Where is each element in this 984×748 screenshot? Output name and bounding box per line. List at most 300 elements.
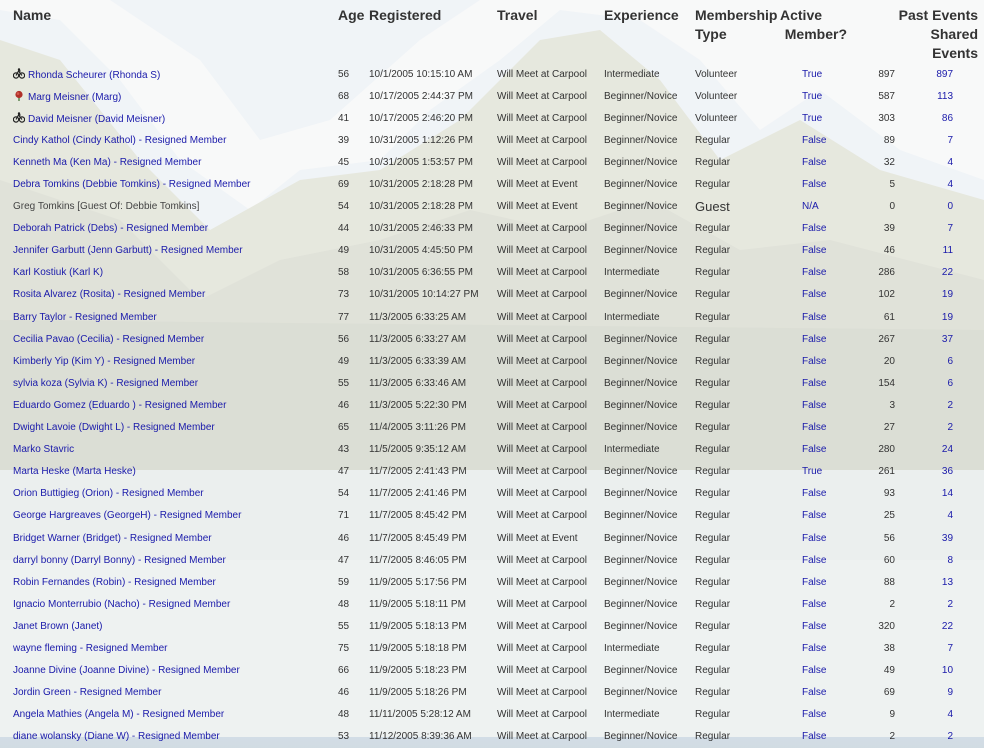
membership-type-value: Regular [695, 554, 731, 566]
active-member-cell [781, 173, 847, 195]
shared-events-cell [895, 372, 984, 394]
experience-cell: Beginner/Novice [604, 333, 678, 345]
experience-cell: Beginner/Novice [604, 245, 678, 257]
membership-type-value: Regular [695, 709, 731, 721]
table-row [0, 483, 984, 505]
participant-link[interactable]: Marko Stavric [13, 444, 75, 456]
past-events-cell: 9 [889, 709, 895, 721]
membership-type-value: Regular [695, 488, 731, 500]
membership-type-value: Regular [695, 134, 731, 146]
membership-type-cell [695, 571, 781, 593]
registered-cell: 11/4/2005 3:11:26 PM [369, 422, 466, 434]
travel-cell: Will Meet at Carpool [497, 466, 588, 478]
active-member-link[interactable]: False [802, 687, 827, 699]
age-cell: 49 [338, 355, 350, 367]
shared-events-link[interactable]: 19 [941, 311, 954, 323]
active-member-cell [781, 129, 847, 151]
membership-type-cell [695, 196, 781, 218]
experience-cell: Beginner/Novice [604, 112, 678, 124]
age-cell: 49 [338, 245, 350, 257]
membership-type-value: Regular [695, 665, 731, 677]
active-member-link[interactable]: False [802, 532, 827, 544]
active-member-cell [781, 593, 847, 615]
active-member-link[interactable]: False [802, 576, 827, 588]
participant-link[interactable]: Deborah Patrick (Debs) - Resigned Member [13, 223, 209, 235]
age-cell: 69 [338, 179, 350, 191]
membership-type-value: Regular [695, 289, 731, 301]
shared-events-link[interactable]: 22 [941, 620, 954, 632]
active-member-cell [781, 63, 847, 85]
table-row [0, 262, 984, 284]
table-row [0, 637, 984, 659]
past-events-cell: 2 [889, 731, 895, 743]
shared-events-link[interactable]: 11 [942, 245, 954, 257]
registered-cell: 11/9/2005 5:17:56 PM [369, 576, 467, 588]
membership-type-value: Regular [695, 731, 731, 743]
age-cell: 55 [338, 620, 350, 632]
participant-link[interactable]: Marg Meisner (Marg) [28, 91, 122, 103]
active-member-cell [781, 549, 847, 571]
participant-name [0, 350, 338, 372]
experience-cell: Intermediate [604, 267, 660, 279]
registered-cell: 11/11/2005 5:28:12 AM [369, 709, 471, 721]
participant-name [0, 262, 338, 284]
past-events-cell: 20 [883, 355, 895, 367]
active-member-link[interactable]: False [802, 399, 827, 411]
participant-link[interactable]: Ignacio Monterrubio (Nacho) - Resigned Member [13, 598, 231, 610]
participant-link[interactable]: Eduardo Gomez (Eduardo ) - Resigned Member [13, 399, 227, 411]
registered-cell: 11/9/2005 5:18:18 PM [369, 642, 467, 654]
shared-events-link[interactable]: 9 [947, 687, 954, 699]
participant-link[interactable]: Janet Brown (Janet) [13, 620, 103, 632]
experience-cell: Beginner/Novice [604, 201, 678, 213]
shared-events-cell [895, 439, 984, 461]
experience-cell: Beginner/Novice [604, 554, 678, 566]
participant-link[interactable]: Orion Buttigieg (Orion) - Resigned Member [13, 488, 204, 500]
bicycle-icon [13, 112, 25, 123]
active-member-link[interactable]: False [802, 554, 827, 566]
active-member-link[interactable]: True [802, 90, 823, 102]
header-events [847, 0, 984, 63]
active-member-cell [781, 704, 847, 726]
participant-link[interactable]: Robin Fernandes (Robin) - Resigned Member [13, 576, 216, 588]
membership-type-value: Regular [695, 355, 731, 367]
header-shared-events-line1: Shared [930, 26, 979, 42]
shared-events-cell [895, 417, 984, 439]
age-cell: 46 [338, 687, 350, 699]
membership-type-value: Regular [695, 422, 731, 434]
participant-name [0, 85, 338, 107]
active-member-cell [781, 350, 847, 372]
travel-cell: Will Meet at Carpool [497, 399, 588, 411]
participant-link[interactable]: Cindy Kathol (Cindy Kathol) - Resigned Member [13, 134, 227, 146]
active-member-cell [781, 571, 847, 593]
membership-type-value: Regular [695, 444, 731, 456]
header-experience: Experience [604, 7, 679, 23]
registered-cell: 11/9/2005 5:18:11 PM [369, 598, 466, 610]
membership-type-cell [695, 461, 781, 483]
membership-type-value: Regular [695, 532, 731, 544]
table-row [0, 417, 984, 439]
past-events-cell: 587 [878, 90, 895, 102]
participant-link[interactable]: Cecilia Pavao (Cecilia) - Resigned Member [13, 333, 205, 345]
past-events-cell: 39 [883, 223, 895, 235]
membership-type-cell [695, 505, 781, 527]
participant-link[interactable]: Kenneth Ma (Ken Ma) - Resigned Member [13, 156, 202, 168]
shared-events-link[interactable]: 897 [936, 68, 954, 80]
header-shared-events-line2: Events [932, 45, 979, 61]
shared-events-cell [895, 527, 984, 549]
shared-events-link[interactable]: 2 [947, 422, 954, 434]
participant-link[interactable]: Marta Heske (Marta Heske) [13, 466, 136, 478]
participant-link[interactable]: Karl Kostiuk (Karl K) [13, 267, 104, 279]
membership-type-cell [695, 394, 781, 416]
participant-name [0, 682, 338, 704]
registered-cell: 11/9/2005 5:18:23 PM [369, 665, 467, 677]
travel-cell: Will Meet at Carpool [497, 709, 588, 721]
active-member-link[interactable]: True [802, 68, 823, 80]
membership-type-cell [695, 615, 781, 637]
membership-type-cell [695, 129, 781, 151]
rose-icon [13, 90, 25, 101]
participant-name [0, 196, 338, 218]
active-member-cell [781, 527, 847, 549]
bicycle-icon [13, 68, 25, 79]
header-membership-type-line2: Type [695, 26, 727, 42]
age-cell: 56 [338, 333, 350, 345]
registered-cell: 11/7/2005 8:46:05 PM [369, 554, 467, 566]
shared-events-link[interactable]: 4 [947, 156, 954, 168]
active-member-link[interactable]: False [802, 731, 827, 743]
table-row [0, 439, 984, 461]
active-member-link[interactable]: False [802, 642, 827, 654]
membership-type-cell [695, 63, 781, 85]
participant-name [0, 483, 338, 505]
table-row [0, 240, 984, 262]
membership-type-cell [695, 240, 781, 262]
shared-events-link[interactable]: 4 [947, 709, 954, 721]
shared-events-link[interactable]: 6 [947, 377, 954, 389]
participant-name [0, 527, 338, 549]
active-member-cell [781, 151, 847, 173]
shared-events-link[interactable]: 24 [941, 444, 954, 456]
active-member-cell [781, 372, 847, 394]
active-member-cell [781, 682, 847, 704]
shared-events-link[interactable]: 8 [947, 554, 954, 566]
active-member-link[interactable]: False [802, 289, 827, 301]
shared-events-link[interactable]: 4 [947, 179, 954, 191]
shared-events-link[interactable]: 86 [941, 112, 954, 124]
travel-cell: Will Meet at Carpool [497, 488, 588, 500]
participant-link[interactable]: darryl bonny (Darryl Bonny) - Resigned Member [13, 554, 226, 566]
shared-events-cell [895, 350, 984, 372]
past-events-cell: 46 [883, 245, 895, 257]
participant-link[interactable]: sylvia koza (Sylvia K) - Resigned Member [13, 377, 199, 389]
participant-link[interactable]: Dwight Lavoie (Dwight L) - Resigned Member [13, 422, 215, 434]
shared-events-cell [895, 571, 984, 593]
age-cell: 43 [338, 444, 350, 456]
travel-cell: Will Meet at Carpool [497, 223, 588, 235]
membership-type-cell [695, 637, 781, 659]
registered-cell: 10/17/2005 2:46:20 PM [369, 112, 473, 124]
experience-cell: Beginner/Novice [604, 598, 678, 610]
active-member-cell [781, 439, 847, 461]
header-membership-type-line1: Membership [695, 7, 778, 23]
active-member-link[interactable]: False [802, 333, 827, 345]
table-row [0, 151, 984, 173]
registered-cell: 10/17/2005 2:44:37 PM [369, 90, 473, 102]
participant-link[interactable]: Kimberly Yip (Kim Y) - Resigned Member [13, 355, 196, 367]
age-cell: 75 [338, 642, 350, 654]
past-events-cell: 286 [878, 267, 895, 279]
active-member-cell [781, 505, 847, 527]
registered-cell: 11/3/2005 5:22:30 PM [369, 399, 467, 411]
registered-cell: 10/31/2005 2:46:33 PM [369, 223, 473, 235]
registered-cell: 11/9/2005 5:18:26 PM [369, 687, 467, 699]
participant-name [0, 571, 338, 593]
shared-events-cell [895, 196, 984, 218]
past-events-cell: 3 [889, 399, 895, 411]
shared-events-cell [895, 505, 984, 527]
shared-events-link[interactable]: 7 [947, 223, 954, 235]
membership-type-cell [695, 151, 781, 173]
participant-name [0, 593, 338, 615]
travel-cell: Will Meet at Carpool [497, 422, 588, 434]
active-member-link[interactable]: False [802, 377, 827, 389]
membership-type-value: Regular [695, 620, 731, 632]
participant-link[interactable]: Debra Tomkins (Debbie Tomkins) - Resigned Member [13, 179, 251, 191]
participant-name [0, 306, 338, 328]
active-member-link[interactable]: N/A [802, 201, 819, 213]
active-member-link[interactable]: False [802, 311, 827, 323]
shared-events-link[interactable]: 39 [941, 532, 954, 544]
participant-link[interactable]: David Meisner (David Meisner) [28, 113, 166, 125]
past-events-cell: 2 [889, 598, 895, 610]
active-member-cell [781, 483, 847, 505]
membership-type-value: Volunteer [695, 68, 738, 80]
registered-cell: 10/31/2005 4:45:50 PM [369, 245, 473, 257]
shared-events-link[interactable]: 7 [947, 642, 954, 654]
table-row [0, 196, 984, 218]
membership-type-cell [695, 306, 781, 328]
experience-cell: Beginner/Novice [604, 179, 678, 191]
shared-events-link[interactable]: 36 [941, 466, 954, 478]
registered-cell: 10/31/2005 2:18:28 PM [369, 179, 473, 191]
age-cell: 55 [338, 377, 350, 389]
shared-events-link[interactable]: 19 [941, 289, 954, 301]
experience-cell: Beginner/Novice [604, 488, 678, 500]
active-member-link[interactable]: False [802, 510, 827, 522]
experience-cell: Beginner/Novice [604, 399, 678, 411]
travel-cell: Will Meet at Carpool [497, 112, 588, 124]
participant-name [0, 505, 338, 527]
shared-events-cell [895, 173, 984, 195]
past-events-cell: 5 [889, 179, 895, 191]
membership-type-cell [695, 549, 781, 571]
experience-cell: Beginner/Novice [604, 422, 678, 434]
experience-cell: Beginner/Novice [604, 466, 678, 478]
active-member-link[interactable]: False [802, 444, 827, 456]
active-member-link[interactable]: False [802, 488, 827, 500]
travel-cell: Will Meet at Carpool [497, 554, 588, 566]
shared-events-cell [895, 637, 984, 659]
shared-events-cell [895, 306, 984, 328]
membership-type-value: Regular [695, 466, 731, 478]
travel-cell: Will Meet at Carpool [497, 665, 588, 677]
past-events-cell: 0 [889, 201, 895, 213]
travel-cell: Will Meet at Carpool [497, 156, 588, 168]
table-row [0, 593, 984, 615]
shared-events-cell [895, 394, 984, 416]
participant-link[interactable]: Angela Mathies (Angela M) - Resigned Member [13, 709, 225, 721]
shared-events-link[interactable]: 2 [947, 399, 954, 411]
shared-events-cell [895, 461, 984, 483]
participant-name [0, 129, 338, 151]
age-cell: 53 [338, 731, 350, 743]
shared-events-link[interactable]: 14 [941, 488, 954, 500]
active-member-link[interactable]: False [802, 355, 827, 367]
past-events-cell: 49 [883, 665, 895, 677]
shared-events-link[interactable]: 2 [947, 598, 954, 610]
registered-cell: 10/1/2005 10:15:10 AM [369, 68, 473, 80]
shared-events-link[interactable]: 2 [947, 731, 954, 743]
shared-events-cell [895, 593, 984, 615]
membership-type-cell [695, 328, 781, 350]
active-member-cell [781, 218, 847, 240]
shared-events-link[interactable]: 0 [947, 201, 954, 213]
header-name: Name [13, 7, 52, 23]
active-member-link[interactable]: False [802, 422, 827, 434]
past-events-cell: 25 [883, 510, 895, 522]
table-row [0, 129, 984, 151]
participant-link[interactable]: Bridget Warner (Bridget) - Resigned Member [13, 532, 212, 544]
active-member-link[interactable]: False [802, 179, 827, 191]
shared-events-link[interactable]: 6 [947, 355, 954, 367]
shared-events-link[interactable]: 4 [947, 510, 954, 522]
active-member-link[interactable]: False [802, 267, 827, 279]
age-cell: 47 [338, 466, 350, 478]
experience-cell: Beginner/Novice [604, 532, 678, 544]
active-member-link[interactable]: False [802, 709, 827, 721]
registered-cell: 10/31/2005 6:36:55 PM [369, 267, 473, 279]
past-events-cell: 88 [883, 576, 895, 588]
experience-cell: Beginner/Novice [604, 687, 678, 699]
active-member-link[interactable]: False [802, 245, 827, 257]
participant-name [0, 615, 338, 637]
header-travel: Travel [497, 7, 538, 23]
table-row [0, 505, 984, 527]
participant-link[interactable]: Rosita Alvarez (Rosita) - Resigned Member [13, 289, 206, 301]
active-member-link[interactable]: False [802, 665, 827, 677]
shared-events-link[interactable]: 7 [947, 134, 954, 146]
experience-cell: Beginner/Novice [604, 289, 678, 301]
participant-link[interactable]: diane wolansky (Diane W) - Resigned Member [13, 731, 220, 743]
travel-cell: Will Meet at Carpool [497, 245, 588, 257]
experience-cell: Beginner/Novice [604, 377, 678, 389]
age-cell: 39 [338, 134, 350, 146]
active-member-cell [781, 85, 847, 107]
participant-link[interactable]: Barry Taylor - Resigned Member [13, 311, 157, 323]
age-cell: 46 [338, 399, 350, 411]
participant-link[interactable]: George Hargreaves (GeorgeH) - Resigned Member [13, 510, 242, 522]
membership-type-value: Regular [695, 687, 731, 699]
table-row [0, 306, 984, 328]
past-events-cell: 93 [883, 488, 895, 500]
experience-cell: Beginner/Novice [604, 355, 678, 367]
header-age: Age [338, 7, 365, 23]
shared-events-link[interactable]: 13 [941, 576, 954, 588]
active-member-link[interactable]: True [802, 466, 823, 478]
past-events-cell: 69 [883, 687, 895, 699]
membership-type-cell [695, 704, 781, 726]
membership-type-value: Regular [695, 156, 731, 168]
travel-cell: Will Meet at Carpool [497, 576, 588, 588]
shared-events-link[interactable]: 10 [941, 665, 954, 677]
past-events-cell: 56 [883, 532, 895, 544]
membership-type-value: Regular [695, 399, 731, 411]
shared-events-cell [895, 660, 984, 682]
participant-link[interactable]: wayne fleming - Resigned Member [13, 642, 168, 654]
shared-events-link[interactable]: 113 [937, 90, 954, 102]
age-cell: 48 [338, 598, 350, 610]
active-member-link[interactable]: False [802, 620, 827, 632]
shared-events-cell [895, 129, 984, 151]
participant-link[interactable]: Jennifer Garbutt (Jenn Garbutt) - Resigned Member [13, 245, 243, 257]
past-events-cell: 89 [883, 134, 895, 146]
participant-name [0, 151, 338, 173]
participant-name [0, 549, 338, 571]
membership-type-cell [695, 527, 781, 549]
registered-cell: 11/3/2005 6:33:39 AM [369, 355, 467, 367]
experience-cell: Intermediate [604, 68, 660, 80]
active-member-link[interactable]: False [802, 134, 827, 146]
active-member-link[interactable]: False [802, 598, 827, 610]
active-member-cell [781, 660, 847, 682]
membership-type-cell [695, 107, 781, 129]
travel-cell: Will Meet at Carpool [497, 311, 588, 323]
past-events-cell: 32 [883, 156, 895, 168]
active-member-cell [781, 306, 847, 328]
travel-cell: Will Meet at Carpool [497, 510, 588, 522]
participant-name [0, 372, 338, 394]
registered-cell: 11/7/2005 2:41:43 PM [369, 466, 467, 478]
participant-link[interactable]: Jordin Green - Resigned Member [13, 687, 162, 699]
participant-name [0, 637, 338, 659]
age-cell: 44 [338, 223, 350, 235]
membership-type-cell [695, 660, 781, 682]
participant-link[interactable]: Rhonda Scheurer (Rhonda S) [28, 69, 161, 81]
participant-link[interactable]: Joanne Divine (Joanne Divine) - Resigned Member [13, 665, 240, 677]
membership-type-value: Regular [695, 245, 731, 257]
age-cell: 68 [338, 90, 350, 102]
active-member-link[interactable]: False [802, 223, 827, 235]
active-member-cell [781, 637, 847, 659]
age-cell: 71 [338, 510, 350, 522]
active-member-link[interactable]: False [802, 156, 827, 168]
table-row [0, 615, 984, 637]
shared-events-cell [895, 704, 984, 726]
header-membership-type [695, 0, 781, 63]
table-row [0, 571, 984, 593]
header-active-member [781, 0, 847, 63]
shared-events-cell [895, 328, 984, 350]
shared-events-cell [895, 240, 984, 262]
shared-events-link[interactable]: 22 [941, 267, 954, 279]
participant-name [0, 328, 338, 350]
shared-events-link[interactable]: 37 [941, 333, 954, 345]
active-member-link[interactable]: True [802, 112, 823, 124]
shared-events-cell [895, 682, 984, 704]
